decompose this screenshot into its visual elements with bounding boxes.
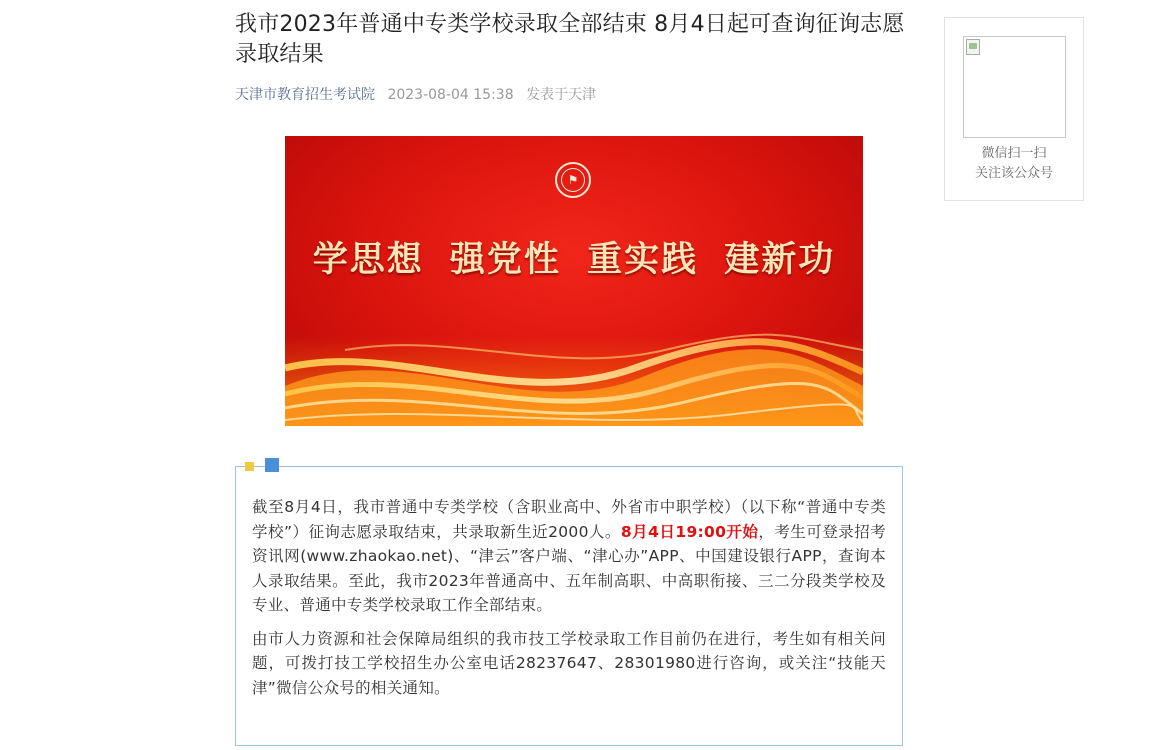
- decor-square-blue: [265, 458, 279, 472]
- paragraph-1-highlight: 8月4日19:00开始: [620, 522, 759, 541]
- banner-slogan: 学思想 强党性 重实践 建新功: [312, 240, 836, 280]
- paragraph-1-text-b: ，考生可登录招考资讯网(www.zhaokao.net)、“津云”客户端、“津心办”APP、中国建设银行APP，查询本人录取结果。至此，我市2023年普通高中、五年制高职、中高职衔接、三二分段类学校及专业、普通中专类学校录取工作全部结束。: [252, 522, 886, 614]
- decor-square-yellow: [245, 462, 254, 471]
- paragraph-1-text-a: 截至8月4日，我市普通中专类学校（含职业高中、外省市中职学校）（以下称“普通中专类学校”）征询志愿录取结束，共录取新生近2000人。: [252, 498, 886, 541]
- emblem-icon: ⚑: [555, 162, 591, 198]
- paragraph-1: [252, 495, 886, 618]
- article-title: 我市2023年普通中专类学校录取全部结束 8月4日起可查询征询志愿录取结果: [235, 12, 905, 67]
- qr-caption-line1: 微信扫一扫: [981, 146, 1047, 161]
- article-meta: [235, 85, 915, 105]
- decor-line: [254, 466, 265, 467]
- publish-location: 发表于天津: [526, 87, 597, 103]
- article-header: [235, 10, 915, 105]
- broken-image-icon: [966, 39, 980, 55]
- banner-image: [285, 136, 863, 426]
- qr-code-image[interactable]: [963, 36, 1066, 138]
- qr-caption: [945, 144, 1083, 184]
- content-box: [235, 466, 903, 746]
- publish-date: 2023-08-04 15:38: [387, 87, 514, 103]
- qr-caption-line2: 关注该公众号: [974, 166, 1053, 181]
- qr-card: [944, 17, 1084, 201]
- paragraph-2: 由市人力资源和社会保障局组织的我市技工学校录取工作目前仍在进行，考生如有相关问题，可拨打技工学校招生办公室电话28237647、28301980进行咨询，或关注“技能天津”微信公众号的相关通知。: [252, 629, 886, 697]
- article-source-link[interactable]: 天津市教育招生考试院: [235, 87, 375, 103]
